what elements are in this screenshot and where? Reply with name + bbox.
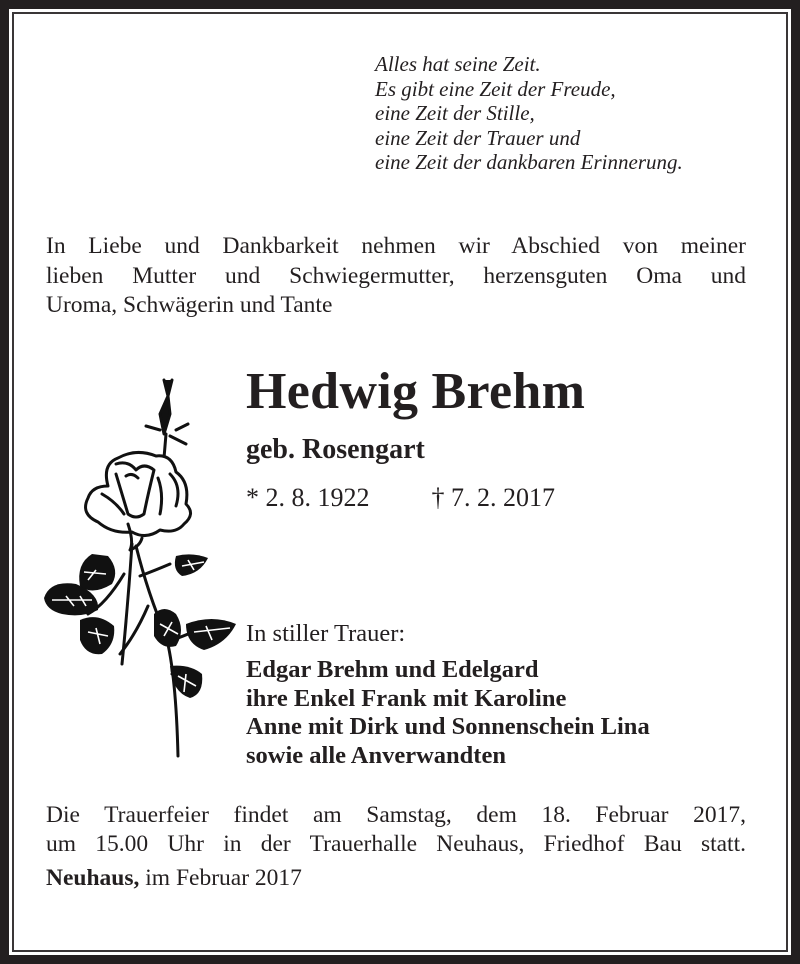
mourner-line: Anne mit Dirk und Sonnenschein Lina <box>246 713 650 740</box>
birth-date: * 2. 8. 1922 <box>246 483 370 512</box>
motto-line: eine Zeit der Trauer und <box>375 125 581 150</box>
intro-paragraph <box>46 232 746 321</box>
motto-line: Alles hat seine Zeit. <box>375 52 541 76</box>
mourner-line: sowie alle Anverwandten <box>246 741 506 769</box>
motto-poem <box>375 52 683 175</box>
mourner-line: Edgar Brehm und Edelgard <box>246 656 539 683</box>
place-date <box>46 864 302 893</box>
funeral-notice <box>46 801 746 859</box>
death-date: † 7. 2. 2017 <box>431 483 555 512</box>
funeral-line: um 15.00 Uhr in der Trauerhalle Neuhaus, Friedhof Bau statt. <box>46 831 746 857</box>
closing-date: im Februar 2017 <box>145 865 302 891</box>
life-dates <box>246 482 555 514</box>
mourners-label: In stiller Trauer: <box>246 620 406 647</box>
motto-line: Es gibt eine Zeit der Freude, <box>375 76 616 101</box>
mourners-list <box>246 656 650 770</box>
place-name: Neuhaus, <box>46 865 140 891</box>
deceased-name: Hedwig Brehm <box>246 363 586 420</box>
rose-icon <box>36 374 242 766</box>
motto-line: eine Zeit der dankbaren Erinnerung. <box>375 150 683 174</box>
intro-line: lieben Mutter und Schwiegermutter, herzensguten Oma und <box>46 262 746 289</box>
intro-line: In Liebe und Dankbarkeit nehmen wir Abschied von meiner <box>46 233 746 259</box>
birth-name: geb. Rosengart <box>246 434 425 465</box>
mourner-line: ihre Enkel Frank mit Karoline <box>246 684 567 712</box>
motto-line: eine Zeit der Stille, <box>375 101 535 125</box>
intro-line: Uroma, Schwägerin und Tante <box>46 292 333 318</box>
funeral-line: Die Trauerfeier findet am Samstag, dem 18. Februar 2017, <box>46 802 746 828</box>
